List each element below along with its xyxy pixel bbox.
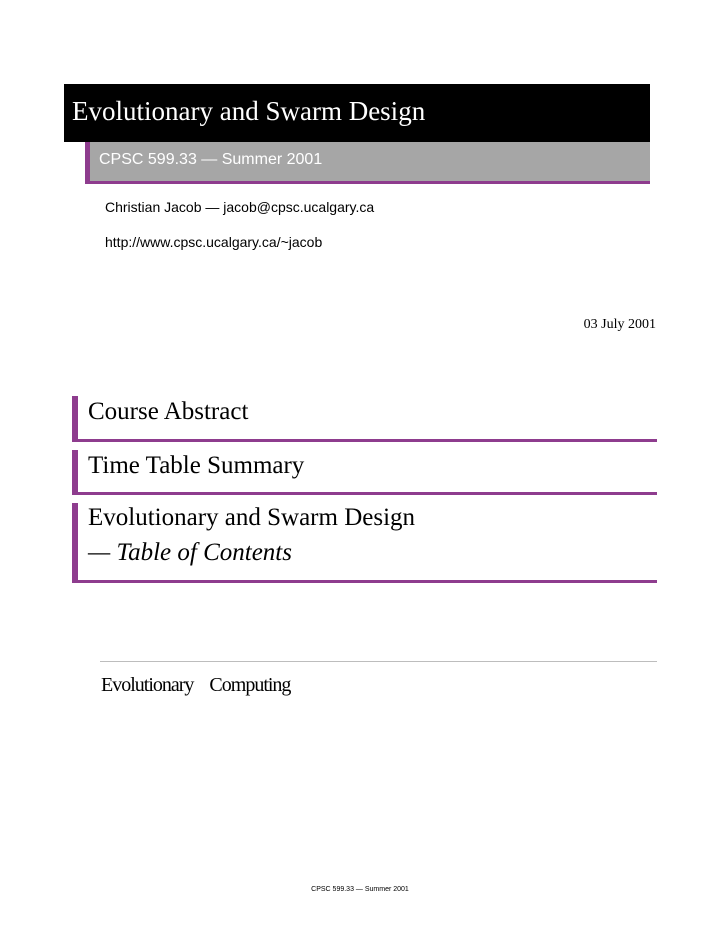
section-label: Course Abstract [88,398,249,425]
chapter-heading: Evolutionary Computing [101,674,291,696]
author-line: Christian Jacob — jacob@cpsc.ucalgary.ca [105,199,375,215]
section-label-italic: — Table of Contents [88,539,292,566]
section-course-abstract[interactable] [72,396,657,442]
title-bar [64,84,650,142]
section-time-table-summary[interactable] [72,450,657,495]
divider [100,661,657,662]
page-footer: CPSC 599.33 — Summer 2001 [311,886,409,893]
section-table-of-contents[interactable] [72,503,657,583]
section-label: Evolutionary and Swarm Design [88,504,416,531]
course-subtitle: CPSC 599.33 — Summer 2001 [99,151,323,168]
section-label: Time Table Summary [88,452,305,479]
document-title: Evolutionary and Swarm Design [72,96,426,126]
subtitle-bar [85,142,650,184]
author-url[interactable]: http://www.cpsc.ucalgary.ca/~jacob [105,234,323,250]
document-date: 03 July 2001 [583,317,656,332]
